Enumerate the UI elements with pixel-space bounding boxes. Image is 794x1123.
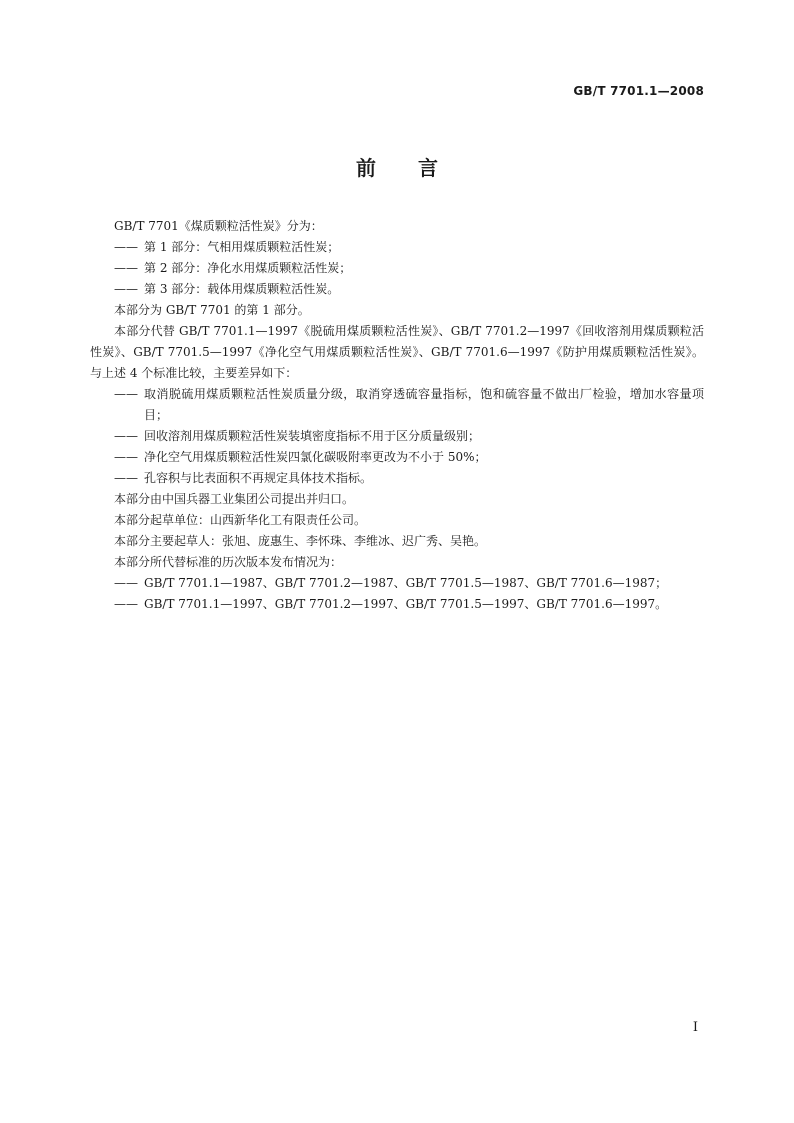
dash-list-item-text: 第 1 部分：气相用煤质颗粒活性炭； <box>144 240 340 254</box>
dash-list-item <box>90 237 704 258</box>
paragraph: 本部分为 GB/T 7701 的第 1 部分。 <box>114 303 310 317</box>
dash-marker: —— <box>114 261 138 275</box>
dash-list-item-text: 取消脱硫用煤质颗粒活性炭质量分级，取消穿透硫容量指标，饱和硫容量不做出厂检验，增加水容量项目； <box>144 387 704 422</box>
paragraph: GB/T 7701《煤质颗粒活性炭》分为： <box>114 219 323 233</box>
dash-list-item <box>90 384 704 426</box>
dash-list-item <box>90 468 704 489</box>
dash-marker: —— <box>114 597 138 611</box>
standard-code-header: GB/T 7701.1—2008 <box>573 84 704 98</box>
dash-list-item <box>90 447 704 468</box>
dash-marker: —— <box>114 429 138 443</box>
dash-list-item-text: 第 3 部分：载体用煤质颗粒活性炭。 <box>144 282 340 296</box>
dash-list-item-text: GB/T 7701.1—1987、GB/T 7701.2—1987、GB/T 7701.5—1987、GB/T 7701.6—1987； <box>144 576 668 590</box>
foreword-body <box>90 216 704 615</box>
page-number: I <box>692 1020 698 1035</box>
dash-marker: —— <box>114 240 138 254</box>
paragraph: 本部分主要起草人：张旭、庞惠生、李怀珠、李维冰、迟广秀、吴艳。 <box>114 534 487 548</box>
dash-list-item-text: GB/T 7701.1—1997、GB/T 7701.2—1997、GB/T 7701.5—1997、GB/T 7701.6—1997。 <box>144 597 668 611</box>
dash-list-item-text: 回收溶剂用煤质颗粒活性炭装填密度指标不用于区分质量级别； <box>144 429 481 443</box>
paragraph: 本部分所代替标准的历次版本发布情况为： <box>114 555 343 569</box>
dash-marker: —— <box>114 576 138 590</box>
dash-list-item <box>90 279 704 300</box>
dash-list-item <box>90 426 704 447</box>
dash-list-item-text: 第 2 部分：净化水用煤质颗粒活性炭； <box>144 261 352 275</box>
dash-list-item <box>90 594 704 615</box>
dash-marker: —— <box>114 450 138 464</box>
paragraph: 本部分代替 GB/T 7701.1—1997《脱硫用煤质颗粒活性炭》、GB/T 7701.2—1997《回收溶剂用煤质颗粒活性炭》、GB/T 7701.5—1997《净化空气用煤质颗粒活性炭》、GB/T 7701.6—1997《防护用煤质颗粒活性炭》。与上述 4 个标准比较，主要差异如下： <box>90 324 704 380</box>
page-title: 前言 <box>356 156 480 180</box>
paragraph: 本部分由中国兵器工业集团公司提出并归口。 <box>114 492 355 506</box>
dash-list-item <box>90 258 704 279</box>
paragraph: 本部分起草单位：山西新华化工有限责任公司。 <box>114 513 367 527</box>
dash-list-item-text: 净化空气用煤质颗粒活性炭四氯化碳吸附率更改为不小于 50%； <box>144 450 487 464</box>
dash-marker: —— <box>114 387 138 401</box>
dash-list-item-text: 孔容积与比表面积不再规定具体技术指标。 <box>144 471 373 485</box>
dash-list-item <box>90 573 704 594</box>
dash-marker: —— <box>114 471 138 485</box>
dash-marker: —— <box>114 282 138 296</box>
